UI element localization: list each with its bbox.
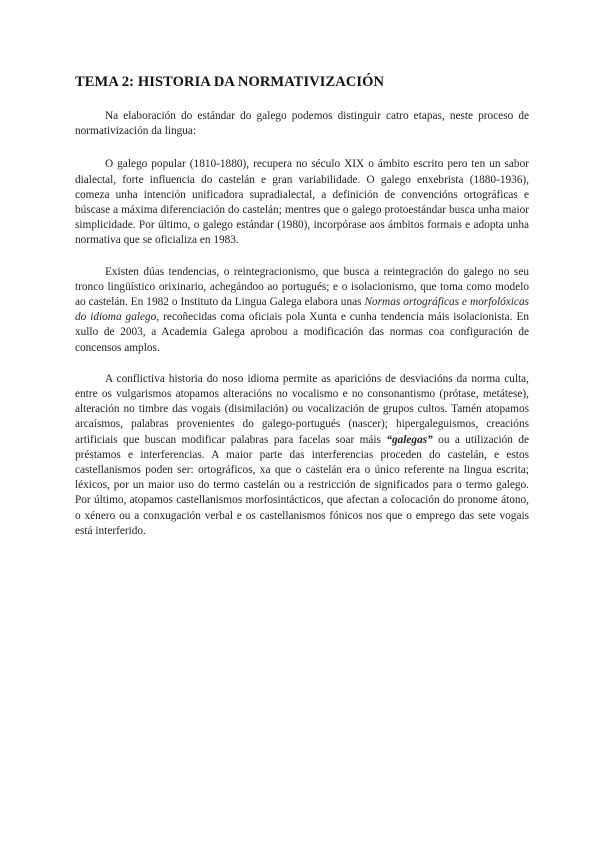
galegas-quote: “galegas” (386, 433, 433, 446)
deviations-paragraph (75, 372, 529, 539)
deviations-text-end: ou a utilización de préstamos e interferencias. A maior parte das interferencias proceden do castelán, e estos castellanismos poden ser: ortográficos, xa que o castelán era o único referente na lingua escrita; léxicos, por un maior uso do termo castelán ou a restricción de significados para o termo galego. Por último, atopamos castellanismos morfosintácticos, que afectan a colocación do pronome átono, o xénero ou a conxugación verbal e os castellanismos fónicos nos que o emprego das sete vogais está interferido. (75, 433, 529, 537)
stages-paragraph: O galego popular (1810-1880), recupera no século XIX o ámbito escrito pero ten un sabor dialectal, forte influencia do castelán e gran variabilidade. O galego enxebrista (1880-1936), comeza unha intención unificadora supradialectal, a definición de convencións ortográficas e búscase a máxima diferenciación do castelán; mentres que o galego protoestándar busca unha maior simplicidade. Por último, o galego estándar (1980), incorpórase aos ámbitos formais e adopta unha normativa que se oficializa en 1983. (75, 158, 529, 247)
tendencies-text-end: , recoñecidas coma oficiais pola Xunta e cunha tendencia máis isolacionista. En xullo de 2003, a Academia Galega aprobou a modificación das normas coa configuración de concensos amplos. (75, 311, 529, 354)
tendencies-paragraph (75, 265, 529, 356)
norms-title: Normas ortográficas e morfolóxicas do idioma galego (75, 296, 529, 324)
document-title: TEMA 2: HISTORIA DA NORMATIVIZACIÓN (75, 74, 385, 90)
intro-paragraph: Na elaboración do estándar do galego podemos distinguir catro etapas, neste proceso de normativización da lingua: (75, 110, 529, 138)
document-body (75, 74, 529, 555)
deviations-text-start: A conflictiva historia do noso idioma permite as aparicións de desviacións da norma culta, entre os vulgarismos atopamos alteracións no vocalismo e no consonantismo (prótase, metátese), alteración no timbre das vogais (disimilación) ou vocalización de grupos cultos. Tamén atopamos arcaísmos, palabras provenientes do galego-portugués (nascer); hipergaleguismos, creacións artificiais que buscan modificar palabras para facelas soar máis (75, 372, 529, 446)
tendencies-text-start: Existen dúas tendencias, o reintegracionismo, que busca a reintegración do galego no seu tronco lingüístico orixinario, achegándoo ao portugués; e o isolacionismo, que toma como modelo ao castelán. En 1982 o Instituto da Lingua Galega elabora unas (75, 265, 529, 309)
